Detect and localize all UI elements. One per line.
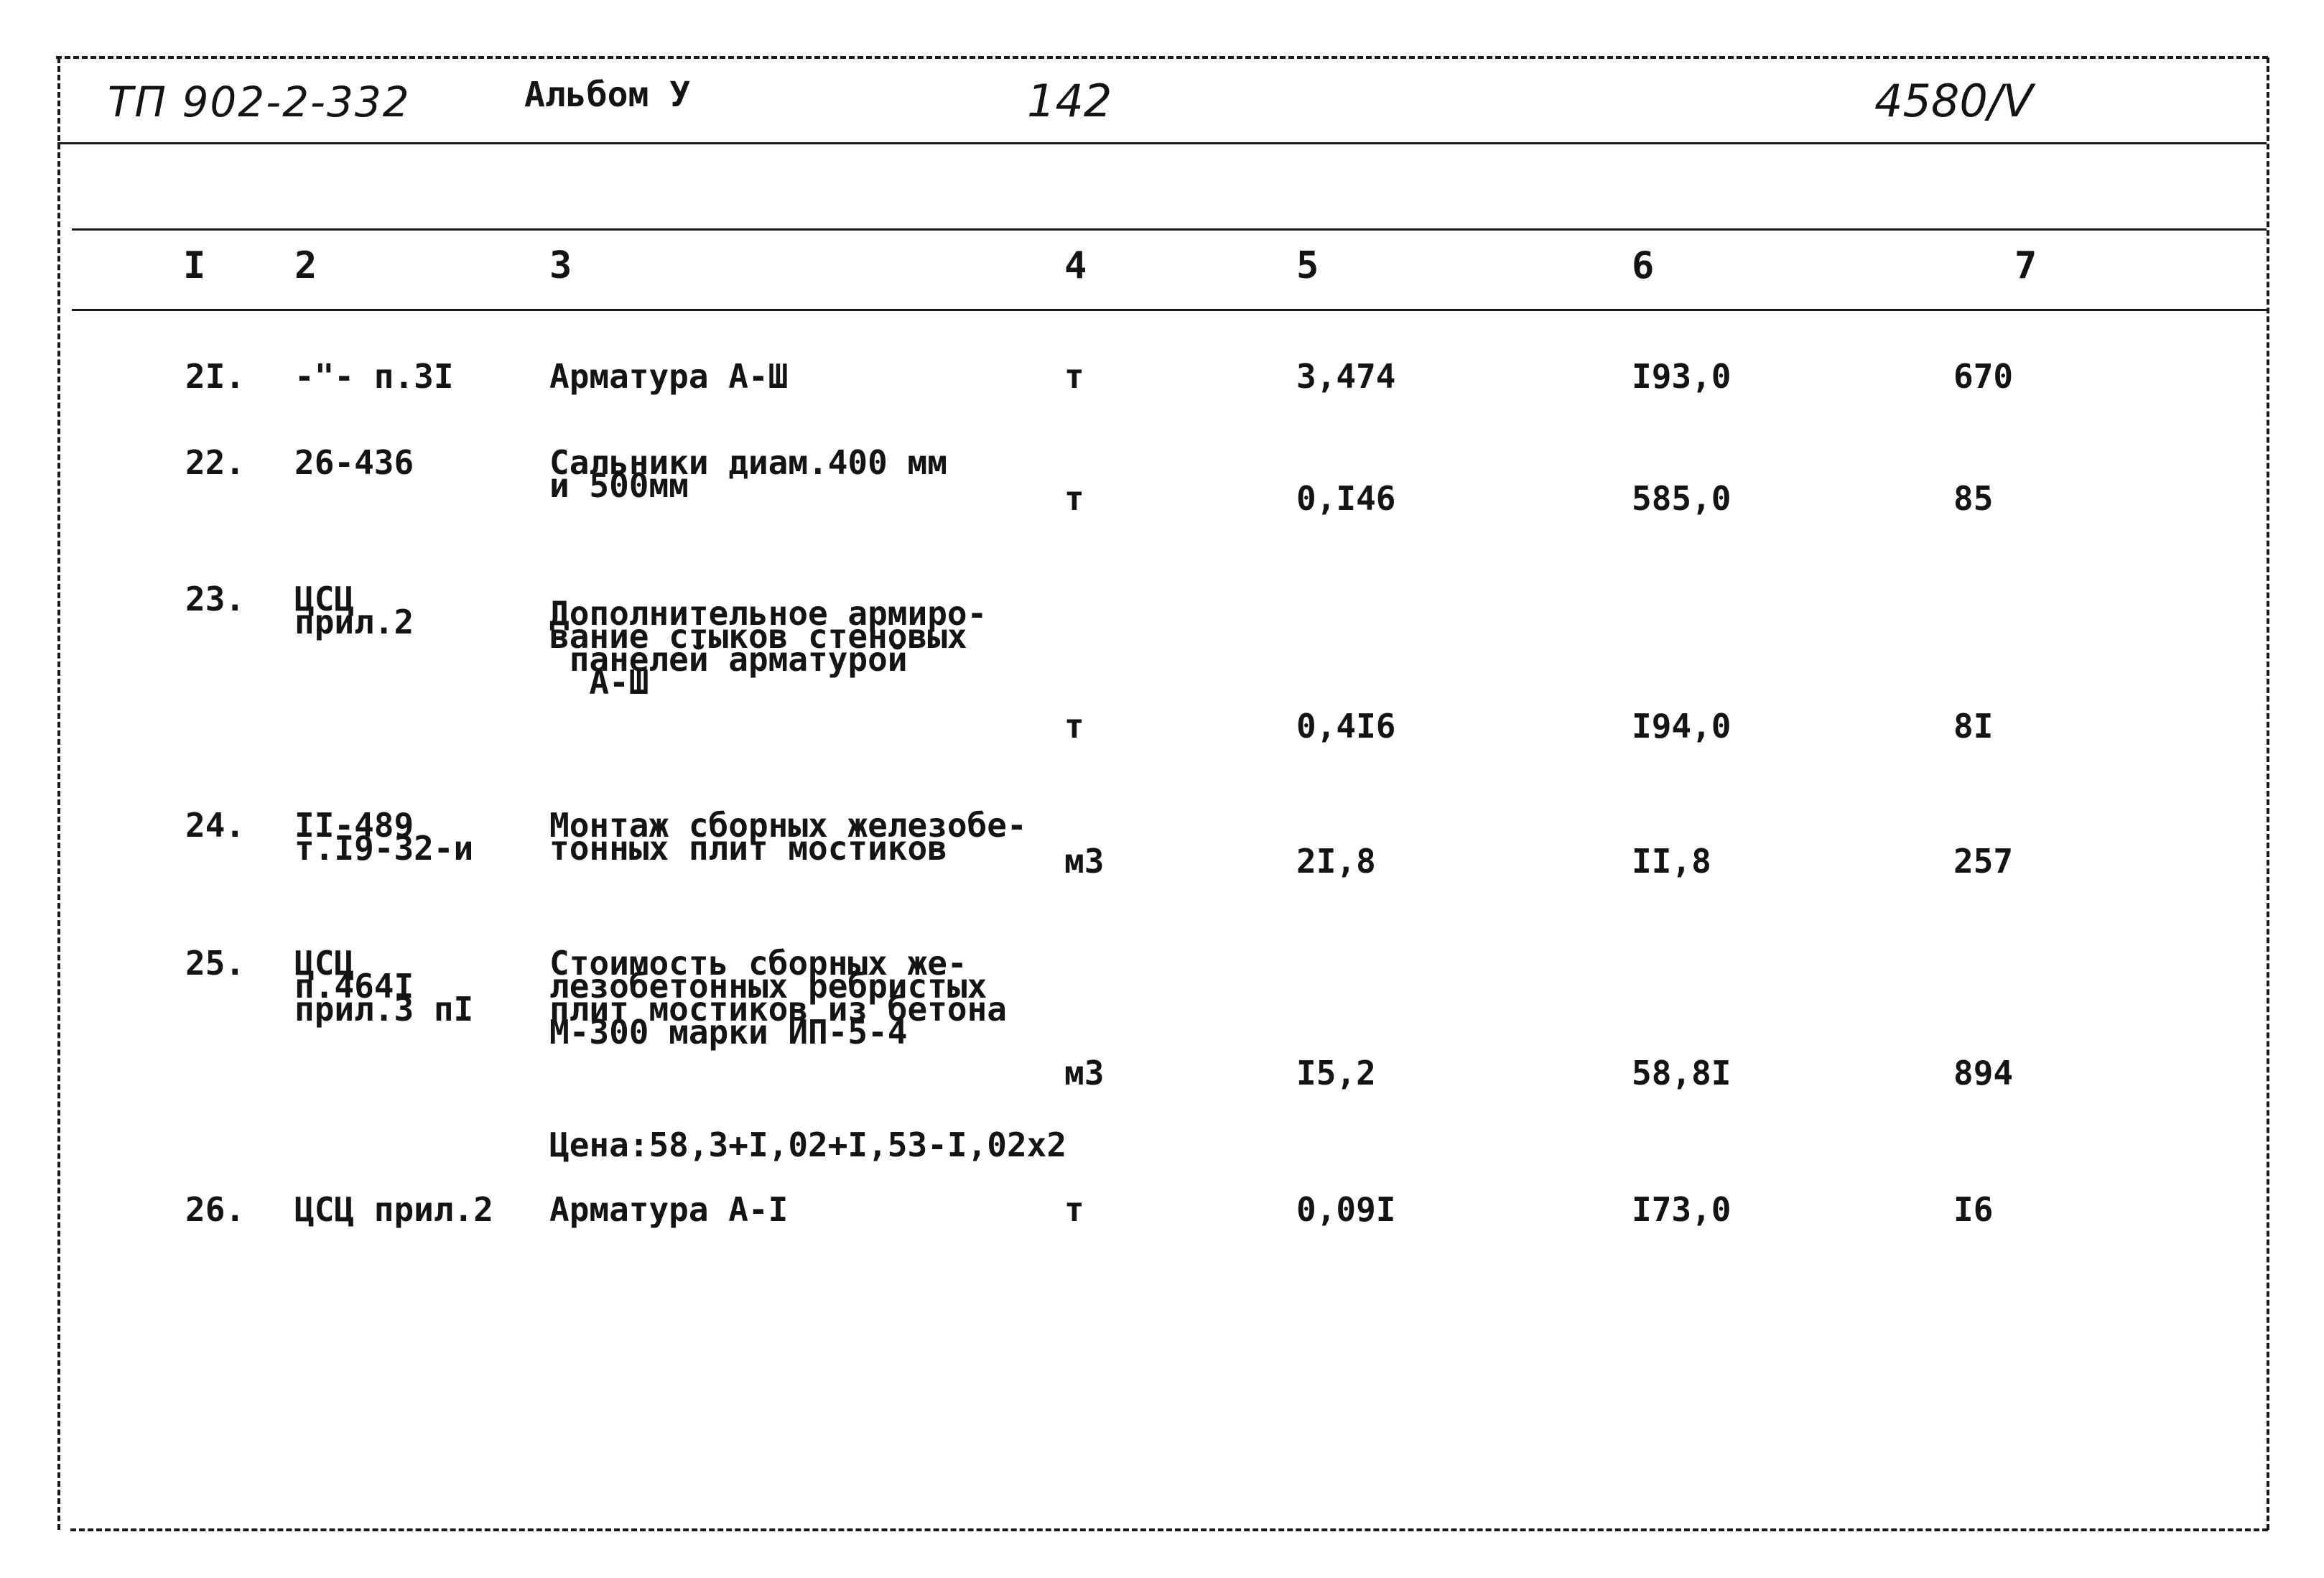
row-unit: т <box>1064 707 1084 746</box>
column-number-6: 6 <box>1632 244 1655 287</box>
row-reference: II-489 т.I9-32-и <box>294 806 474 868</box>
row-price: 58,8I <box>1632 1054 1732 1092</box>
row-total: 85 <box>1953 479 1994 518</box>
row-quantity: 2I,8 <box>1296 842 1376 881</box>
row-number: 2I. <box>185 357 246 396</box>
row-quantity: 0,4I6 <box>1296 707 1396 746</box>
column-number-1: I <box>183 244 206 287</box>
row-description: Стоимость сборных же- лезобетонных ребристых плит мостиков из бетона М-300 марки ИП-5-4 <box>549 944 1007 1052</box>
frame-left <box>57 57 60 1530</box>
row-price: I73,0 <box>1632 1190 1732 1229</box>
row-reference: -"- п.3I <box>294 357 454 396</box>
row-price: I94,0 <box>1632 707 1732 746</box>
album-label: Альбом У <box>524 75 691 115</box>
row-number: 26. <box>185 1190 246 1229</box>
page-number: 142 <box>1027 75 1112 127</box>
row-quantity: 3,474 <box>1296 357 1396 396</box>
column-number-4: 4 <box>1064 244 1087 287</box>
table-top-rule <box>72 228 2267 231</box>
row-description: Сальники диам.400 мм и 500мм <box>549 443 947 505</box>
row-unit: м3 <box>1064 1054 1105 1092</box>
frame-right <box>2267 57 2269 1530</box>
row-description: Арматура А-Ш <box>549 357 789 396</box>
row-description: Арматура А-I <box>549 1190 789 1229</box>
column-number-3: 3 <box>549 244 572 287</box>
row-number: 24. <box>185 806 246 845</box>
document-number: 4580/V <box>1874 75 2034 127</box>
row-quantity: I5,2 <box>1296 1054 1376 1092</box>
row-description: Дополнительное армиро- вание стыков стеновых панелей арматурой А-Ш <box>549 594 987 702</box>
header-rule <box>57 142 2267 144</box>
column-header-rule <box>72 309 2267 311</box>
row-number: 25. <box>185 944 246 983</box>
row-total: I6 <box>1953 1190 1994 1229</box>
column-number-5: 5 <box>1296 244 1319 287</box>
row-reference: ЦСЦ п.464I прил.3 пI <box>294 944 474 1029</box>
frame-top <box>56 56 2268 59</box>
frame-bottom <box>70 1528 2268 1531</box>
row-quantity: 0,I46 <box>1296 479 1396 518</box>
row-total: 894 <box>1953 1054 2014 1092</box>
row-unit: т <box>1064 479 1084 518</box>
row-price: 585,0 <box>1632 479 1732 518</box>
row-price-note: Цена:58,3+I,02+I,53-I,02x2 <box>549 1126 1067 1164</box>
row-total: 257 <box>1953 842 2014 881</box>
row-total: 8I <box>1953 707 1994 746</box>
document-code: ТП 902-2-332 <box>108 78 411 126</box>
row-description: Монтаж сборных железобе- тонных плит мостиков <box>549 806 1027 868</box>
row-reference: ЦСЦ прил.2 <box>294 1190 493 1229</box>
row-number: 22. <box>185 443 246 482</box>
row-price: II,8 <box>1632 842 1711 881</box>
row-reference: 26-436 <box>294 443 414 482</box>
row-unit: т <box>1064 357 1084 396</box>
column-number-2: 2 <box>294 244 317 287</box>
row-unit: т <box>1064 1190 1084 1229</box>
row-reference: ЦСЦ прил.2 <box>294 580 414 641</box>
row-unit: м3 <box>1064 842 1105 881</box>
row-quantity: 0,09I <box>1296 1190 1396 1229</box>
row-price: I93,0 <box>1632 357 1732 396</box>
row-total: 670 <box>1953 357 2014 396</box>
row-number: 23. <box>185 580 246 618</box>
column-number-7: 7 <box>2014 244 2037 287</box>
